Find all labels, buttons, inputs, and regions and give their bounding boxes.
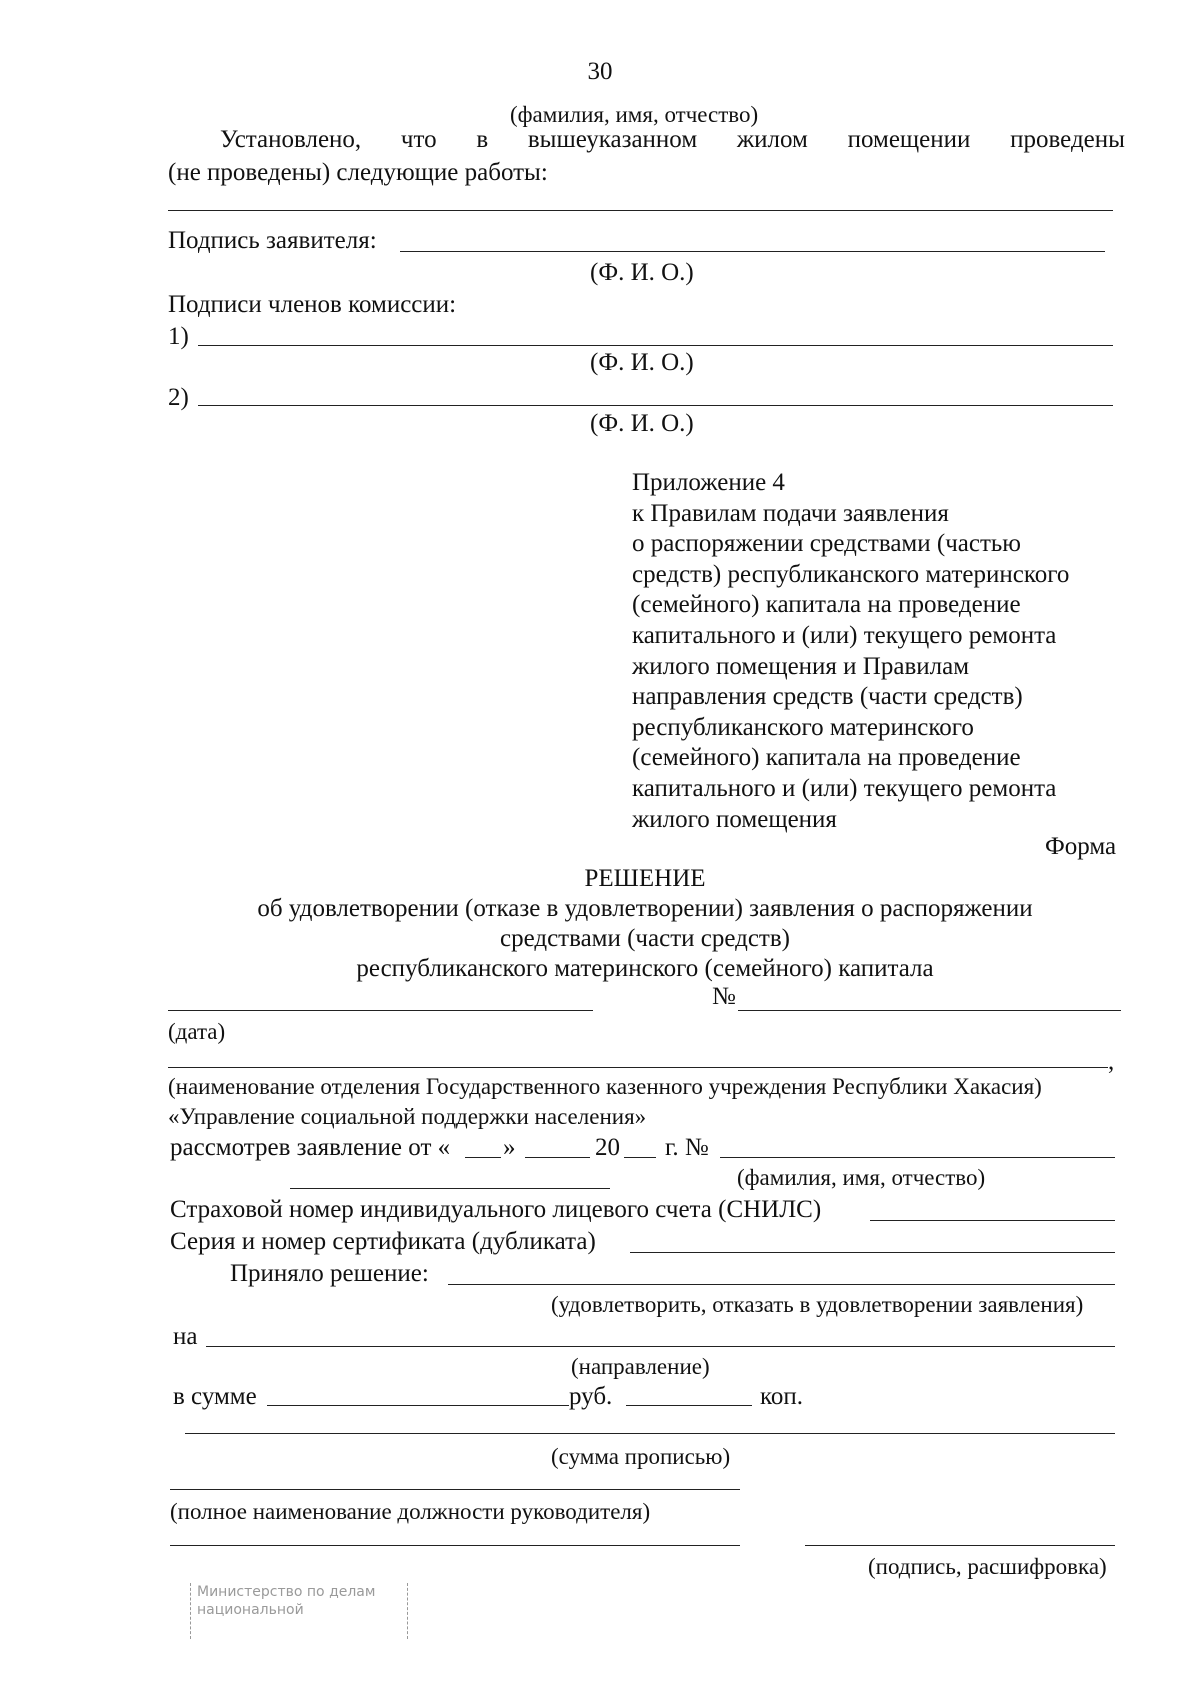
decided-label: Приняло решение: — [230, 1260, 429, 1287]
rubles-blank-line[interactable] — [267, 1405, 569, 1406]
established-line-1 — [220, 125, 1125, 155]
word: в — [476, 126, 489, 153]
date-blank-line[interactable] — [168, 1010, 593, 1011]
appendix-line: о распоряжении средствами (частью — [632, 530, 1021, 558]
amount-words-line[interactable] — [185, 1433, 1115, 1434]
appendix-line: направления средств (части средств) — [632, 683, 1023, 711]
ministry-stamp — [190, 1583, 408, 1639]
decision-title: РЕШЕНИЕ — [584, 865, 706, 892]
comma: , — [1108, 1048, 1115, 1075]
decision-subtitle-2: средствами (части средств) — [499, 925, 790, 952]
stamp-line-2: национальной — [197, 1602, 304, 1618]
number-sign: № — [712, 983, 736, 1010]
department-caption: (наименование отделения Государственного казенного учреждения Республики Хакасия) — [168, 1074, 1042, 1099]
department-blank-line[interactable] — [168, 1067, 1108, 1068]
appendix-line: средств) республиканского материнского — [632, 560, 1070, 588]
head-signature-line-left[interactable] — [170, 1545, 740, 1546]
established-line-2: (не проведены) следующие работы: — [168, 159, 548, 186]
stamp-line-1: Министерство по делам — [197, 1584, 376, 1600]
appendix-line: (семейного) капитала на проведение — [632, 591, 1021, 619]
word: что — [400, 126, 437, 153]
works-blank-line[interactable] — [168, 210, 1113, 211]
reviewed-year: 20 — [595, 1134, 620, 1161]
form-label: Форма — [1045, 833, 1117, 860]
direction-caption: (направление) — [571, 1354, 710, 1379]
decision-number-line[interactable] — [738, 1010, 1121, 1011]
word: жилом — [736, 126, 808, 153]
fio-caption-member-2: (Ф. И. О.) — [590, 410, 694, 437]
appendix-line: (семейного) капитала на проведение — [632, 744, 1021, 772]
amount-words-caption: (сумма прописью) — [551, 1444, 731, 1469]
member-1-signature-line[interactable] — [198, 345, 1113, 346]
department-name: «Управление социальной поддержки населения» — [168, 1104, 647, 1129]
head-signature-line-right[interactable] — [805, 1545, 1115, 1546]
na-label: на — [173, 1323, 198, 1350]
applicant-signature-label: Подпись заявителя: — [168, 227, 377, 254]
month-blank-line[interactable] — [525, 1157, 590, 1158]
reviewed-g-number: г. № — [665, 1134, 709, 1161]
application-number-line[interactable] — [720, 1157, 1115, 1158]
page-number: 30 — [587, 58, 613, 85]
appendix-line: капитального и (или) текущего ремонта — [632, 774, 1057, 802]
fio-caption-member-1: (Ф. И. О.) — [590, 349, 694, 376]
word: проведены — [1010, 126, 1125, 153]
rub-label: руб. — [569, 1383, 613, 1410]
appendix-block — [632, 468, 1069, 835]
date-caption: (дата) — [168, 1019, 226, 1044]
member-2-number: 2) — [168, 384, 189, 411]
signature-caption: (подпись, расшифровка) — [868, 1554, 1107, 1579]
applicant-fio-line-left[interactable] — [290, 1188, 610, 1189]
snils-label: Страховой номер индивидуального лицевого счета (СНИЛС) — [170, 1196, 822, 1223]
appendix-line: жилого помещения — [632, 805, 837, 833]
appendix-line: капитального и (или) текущего ремонта — [632, 621, 1057, 649]
head-position-line[interactable] — [170, 1489, 740, 1490]
decision-subtitle-1: об удовлетворении (отказе в удовлетворении) заявления о распоряжении — [257, 895, 1033, 922]
direction-blank-line[interactable] — [206, 1346, 1115, 1347]
member-2-signature-line[interactable] — [198, 405, 1113, 406]
fio-caption-applicant: (Ф. И. О.) — [590, 259, 694, 286]
reviewed-prefix: рассмотрев заявление от « — [170, 1134, 451, 1161]
commission-label: Подписи членов комиссии: — [168, 291, 457, 318]
day-blank-line[interactable] — [465, 1157, 501, 1158]
kop-label: коп. — [760, 1383, 804, 1410]
appendix-line: республиканского материнского — [632, 713, 974, 741]
amount-label: в сумме — [173, 1383, 257, 1410]
snils-blank-line[interactable] — [870, 1220, 1115, 1221]
word: Установлено, — [220, 126, 362, 153]
kopeks-blank-line[interactable] — [626, 1405, 752, 1406]
reviewed-quote-close: » — [503, 1134, 516, 1161]
word: помещении — [847, 126, 971, 153]
decided-caption: (удовлетворить, отказать в удовлетворении заявления) — [551, 1292, 1084, 1317]
appendix-line: жилого помещения и Правилам — [632, 652, 970, 680]
appendix-line: к Правилам подачи заявления — [632, 499, 949, 527]
decision-subtitle-3: республиканского материнского (семейного) капитала — [356, 955, 934, 982]
decided-blank-line[interactable] — [448, 1284, 1115, 1285]
caption-fio-mid: (фамилия, имя, отчество) — [737, 1165, 986, 1190]
appendix-line: Приложение 4 — [632, 469, 785, 496]
head-position-caption: (полное наименование должности руководителя) — [170, 1499, 651, 1524]
certificate-blank-line[interactable] — [630, 1252, 1115, 1253]
applicant-signature-line[interactable] — [400, 251, 1105, 252]
year-blank-line[interactable] — [624, 1157, 656, 1158]
certificate-label: Серия и номер сертификата (дубликата) — [170, 1228, 596, 1255]
member-1-number: 1) — [168, 323, 189, 350]
caption-fio-top: (фамилия, имя, отчество) — [510, 102, 759, 127]
word: вышеуказанном — [527, 126, 698, 153]
